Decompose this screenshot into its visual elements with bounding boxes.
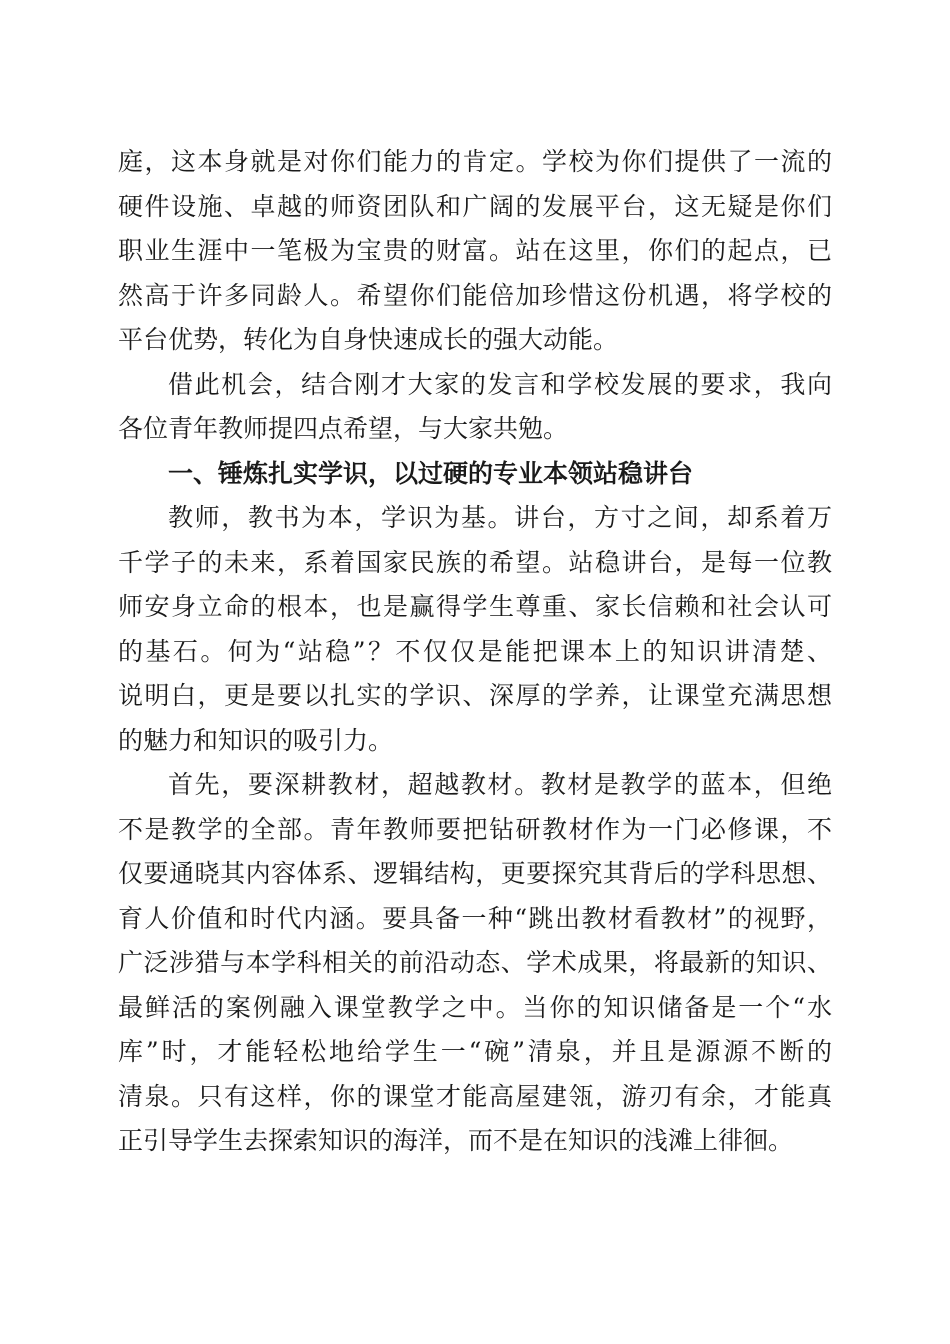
- paragraph-line: 各位青年教师提四点希望，与大家共勉。: [118, 414, 569, 443]
- paragraph-line: 正引导学生去探索知识的海洋，而不是在知识的浅滩上徘徊。: [118, 1126, 794, 1155]
- paragraph-line: 然高于许多同龄人。希望你们能倍加珍惜这份机遇，将学校的: [118, 280, 832, 310]
- paragraph-line: 庭，这本身就是对你们能力的肯定。学校为你们提供了一流的: [118, 147, 832, 176]
- section-heading: 一、锤炼扎实学识，以过硬的专业本领站稳讲台: [168, 458, 694, 488]
- paragraph-line: 广泛涉猎与本学科相关的前沿动态、学术成果，将最新的知识、: [118, 948, 832, 977]
- paragraph-line: 硬件设施、卓越的师资团队和广阔的发展平台，这无疑是你们: [118, 191, 832, 221]
- paragraph-line: 首先，要深耕教材，超越教材。教材是教学的蓝本，但绝: [168, 770, 832, 799]
- paragraph-line: 的魅力和知识的吸引力。: [118, 725, 394, 755]
- paragraph-line: 仅要通晓其内容体系、逻辑结构，更要探究其背后的学科思想、: [118, 859, 832, 888]
- paragraph-line: 育人价值和时代内涵。要具备一种“跳出教材看教材”的视野，: [118, 903, 832, 933]
- paragraph-line: 最鲜活的案例融入课堂教学之中。当你的知识储备是一个“水: [118, 992, 832, 1022]
- paragraph-line: 不是教学的全部。青年教师要把钻研教材作为一门必修课，不: [118, 814, 832, 844]
- paragraph-line: 职业生涯中一笔极为宝贵的财富。站在这里，你们的起点，已: [118, 236, 832, 265]
- paragraph-line: 教师，教书为本，学识为基。讲台，方寸之间，却系着万: [168, 503, 832, 532]
- paragraph-line: 师安身立命的根本，也是赢得学生尊重、家长信赖和社会认可: [118, 592, 832, 621]
- paragraph-line: 库”时，才能轻松地给学生一“碗”清泉，并且是源源不断的: [118, 1037, 832, 1066]
- paragraph-line: 平台优势，转化为自身快速成长的强大动能。: [118, 325, 619, 354]
- paragraph-line: 千学子的未来，系着国家民族的希望。站稳讲台，是每一位教: [118, 547, 832, 577]
- paragraph-line: 的基石。何为“站稳”？不仅仅是能把课本上的知识讲清楚、: [118, 636, 832, 666]
- document-body: [118, 140, 832, 1164]
- paragraph-line: 说明白，更是要以扎实的学识、深厚的学养，让课堂充满思想: [118, 681, 832, 710]
- paragraph-line: 借此机会，结合刚才大家的发言和学校发展的要求，我向: [168, 369, 832, 399]
- paragraph-line: 清泉。只有这样，你的课堂才能高屋建瓴，游刃有余，才能真: [118, 1081, 832, 1111]
